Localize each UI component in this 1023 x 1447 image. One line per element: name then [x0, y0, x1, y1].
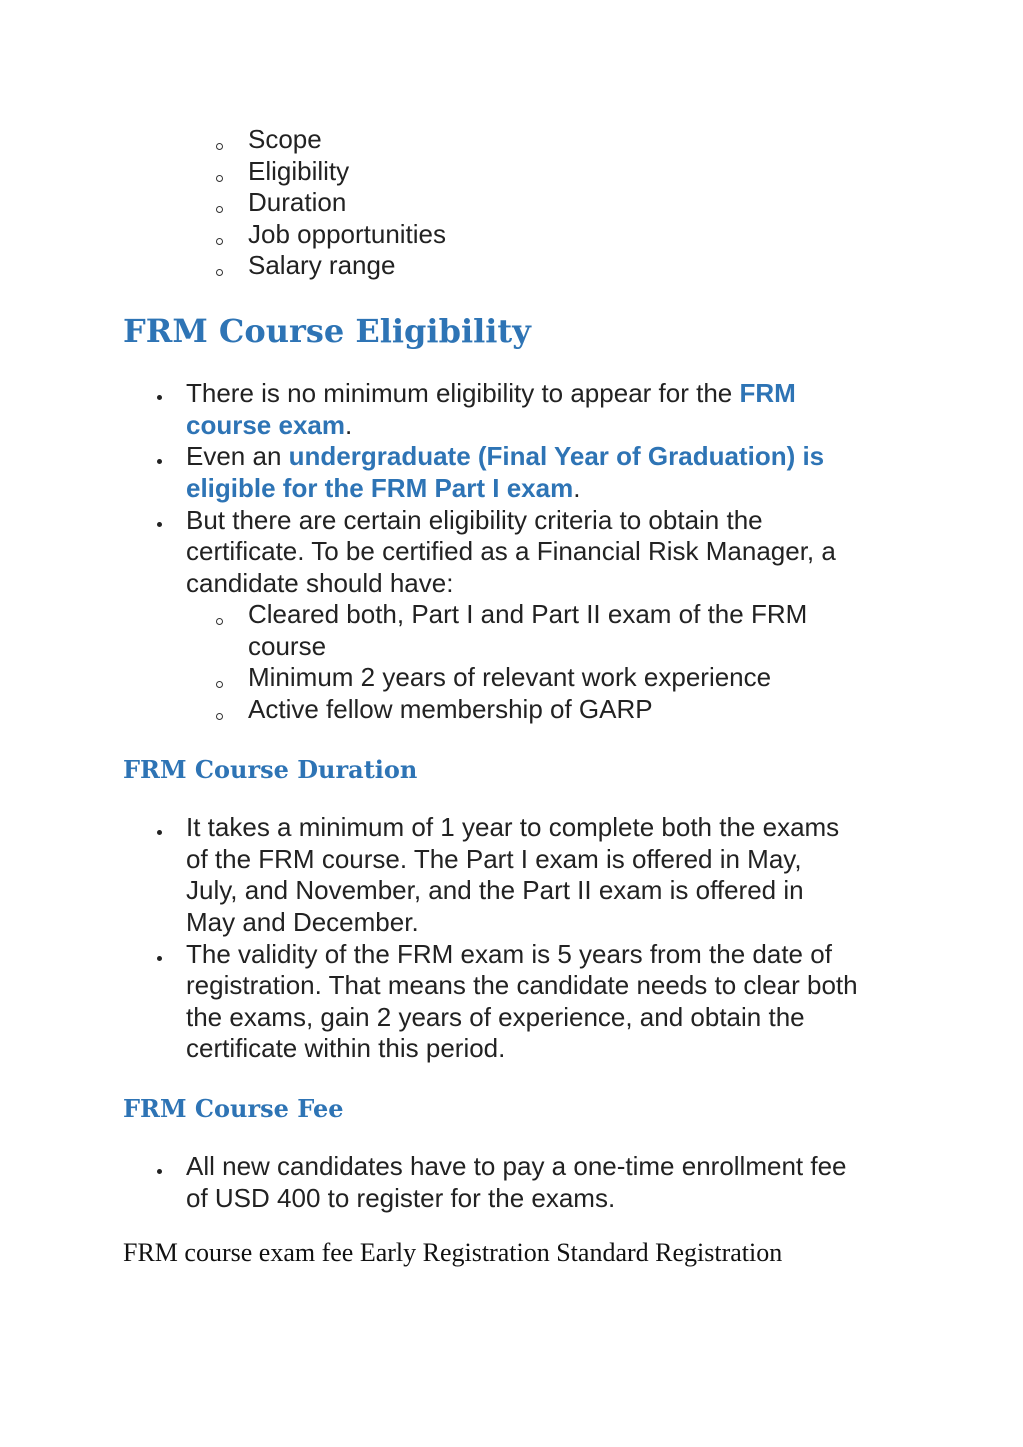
toc-item-eligibility: Eligibility	[248, 156, 350, 186]
bullet-dot-icon	[157, 1169, 162, 1174]
eligibility-bullet-2-text: Even an	[186, 441, 289, 471]
circle-bullet-icon	[216, 238, 223, 245]
toc-item-scope: Scope	[248, 124, 322, 154]
criteria-item-1-line-2: course	[248, 631, 327, 661]
circle-bullet-icon	[216, 269, 223, 276]
bullet-dot-icon	[157, 830, 162, 835]
eligibility-bullet-3-line-3: candidate should have:	[186, 568, 454, 598]
eligibility-heading: FRM Course Eligibility	[123, 312, 531, 350]
fee-bullet-1-line-1: All new candidates have to pay a one-time enrollment fee	[186, 1151, 847, 1181]
bullet-dot-icon	[157, 522, 162, 527]
eligibility-bullet-3-line-2: certificate. To be certified as a Financial Risk Manager, a	[186, 536, 836, 566]
eligibility-bullet-1-text: There is no minimum eligibility to appear for the	[186, 378, 740, 408]
fee-bullet-1-line-2: of USD 400 to register for the exams.	[186, 1183, 616, 1213]
part-one-exam-link[interactable]: eligible for the FRM Part I exam	[186, 473, 574, 503]
duration-bullet-1-line-1: It takes a minimum of 1 year to complete both the exams	[186, 812, 840, 842]
toc-item-salary-range: Salary range	[248, 250, 396, 280]
criteria-item-1-line-1: Cleared both, Part I and Part II exam of the FRM	[248, 599, 808, 629]
duration-bullet-1-line-2: of the FRM course. The Part I exam is offered in May,	[186, 844, 802, 874]
course-exam-link[interactable]: course exam	[186, 410, 345, 440]
criteria-item-3: Active fellow membership of GARP	[248, 694, 653, 724]
undergraduate-link[interactable]: undergraduate (Final Year of Graduation) is	[288, 441, 825, 471]
circle-bullet-icon	[216, 143, 223, 150]
eligibility-bullet-1-line-1	[186, 378, 796, 410]
eligibility-bullet-2-line-2	[186, 473, 580, 505]
frm-link[interactable]: FRM	[739, 378, 796, 408]
duration-bullet-1-line-3: July, and November, and the Part II exam is offered in	[186, 875, 804, 905]
circle-bullet-icon	[216, 681, 223, 688]
toc-item-duration: Duration	[248, 187, 347, 217]
eligibility-bullet-1-line-2	[186, 410, 352, 442]
duration-bullet-2-line-1: The validity of the FRM exam is 5 years from the date of	[186, 939, 832, 969]
fee-table-caption: FRM course exam fee Early Registration Standard Registration	[123, 1238, 783, 1267]
duration-bullet-1-line-4: May and December.	[186, 907, 419, 937]
bullet-dot-icon	[157, 956, 162, 961]
fee-heading: FRM Course Fee	[123, 1094, 344, 1123]
toc-item-job-opportunities: Job opportunities	[248, 219, 447, 249]
circle-bullet-icon	[216, 618, 223, 625]
period-text: .	[573, 473, 581, 503]
duration-bullet-2-line-3: the exams, gain 2 years of experience, and obtain the	[186, 1002, 805, 1032]
circle-bullet-icon	[216, 713, 223, 720]
eligibility-bullet-2-line-1	[186, 441, 824, 473]
circle-bullet-icon	[216, 175, 223, 182]
bullet-dot-icon	[157, 395, 162, 400]
duration-bullet-2-line-2: registration. That means the candidate needs to clear both	[186, 970, 858, 1000]
bullet-dot-icon	[157, 459, 162, 464]
period-text: .	[344, 410, 353, 440]
duration-heading: FRM Course Duration	[123, 755, 418, 784]
criteria-item-2: Minimum 2 years of relevant work experience	[248, 662, 772, 692]
circle-bullet-icon	[216, 206, 223, 213]
duration-bullet-2-line-4: certificate within this period.	[186, 1033, 506, 1063]
eligibility-bullet-3-line-1: But there are certain eligibility criteria to obtain the	[186, 505, 763, 535]
